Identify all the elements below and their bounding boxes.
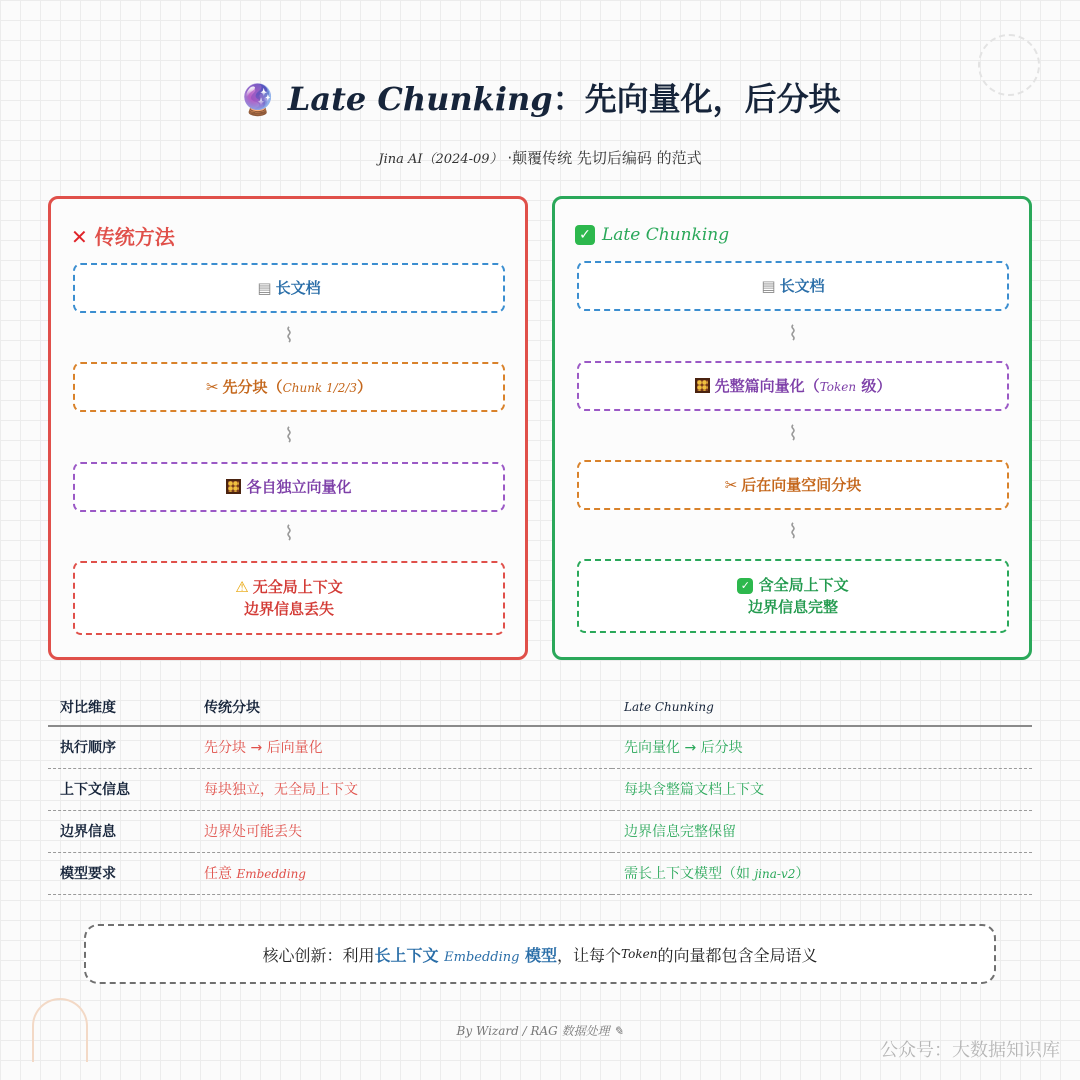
core-hl1: 长上下文 <box>374 945 445 965</box>
late-chunking-panel-title <box>575 221 729 245</box>
row-traditional: 边界处可能丢失 <box>192 810 612 852</box>
late-chunking-title-text: Late Chunking <box>601 225 730 245</box>
row-dimension: 上下文信息 <box>48 768 192 810</box>
core-hl2: 模型 <box>519 945 558 965</box>
watermark: 公众号：大数据知识库 <box>880 1040 1060 1061</box>
row-late: 每块含整篇文档上下文 <box>612 768 1032 810</box>
subtitle-text: ·颠覆传统 先切后编码 的范式 <box>507 149 702 167</box>
row-traditional-italic: Embedding <box>236 867 306 881</box>
step-result-loss <box>73 561 505 635</box>
result-line-1: 含全局上下文 <box>758 576 849 594</box>
check-mark-icon: ✓ <box>737 578 753 594</box>
scissors-icon: ✂ <box>724 476 738 494</box>
core-hl-italic: Embedding <box>444 949 520 965</box>
result-line-2: 边界信息完整 <box>747 598 838 616</box>
step-label-after: 级） <box>856 376 892 395</box>
step-label: 先分块（ <box>222 377 283 396</box>
subtitle-source: Jina AI（2024-09） <box>378 152 503 167</box>
scissors-icon: ✂ <box>205 377 219 396</box>
core-prefix: 核心创新：利用 <box>262 945 375 965</box>
squiggle-arrow-icon: ⌇ <box>788 321 798 345</box>
title-latin: Late Chunking <box>287 80 553 118</box>
row-dimension: 边界信息 <box>48 810 192 852</box>
traditional-panel-title <box>71 221 175 250</box>
document-icon: ▤ <box>257 279 272 297</box>
step-result-complete <box>577 559 1009 633</box>
row-traditional: 先分块 → 后向量化 <box>192 726 612 768</box>
warning-icon: ⚠ <box>235 578 249 596</box>
row-dimension: 模型要求 <box>48 852 192 894</box>
step-label: 长文档 <box>275 279 321 297</box>
abacus-icon <box>226 479 241 494</box>
header-dimension: 对比维度 <box>48 688 192 726</box>
squiggle-arrow-icon: ⌇ <box>284 323 294 347</box>
step-long-document <box>73 263 505 313</box>
squiggle-arrow-icon: ⌇ <box>788 519 798 543</box>
step-label-after: ） <box>357 377 373 396</box>
core-token: Token <box>621 947 658 961</box>
header-traditional: 传统分块 <box>192 688 612 726</box>
core-mid: ，让每个 <box>557 945 622 965</box>
table-header-row <box>48 688 1032 726</box>
subtitle <box>0 147 1080 168</box>
row-late-italic: jina-v2 <box>754 867 796 881</box>
check-mark-icon: ✓ <box>575 225 595 245</box>
abacus-icon <box>695 378 710 393</box>
step-label: 各自独立向量化 <box>246 478 352 496</box>
row-traditional-text: 任意 <box>204 866 237 882</box>
cross-mark-icon: ✕ <box>71 225 88 249</box>
step-embed-separately <box>73 462 505 512</box>
squiggle-arrow-icon: ⌇ <box>788 421 798 445</box>
late-chunking-panel <box>552 196 1032 660</box>
step-chunk-first <box>73 362 505 412</box>
crystal-ball-icon: 🔮 <box>239 83 277 118</box>
row-late-after: ） <box>795 866 810 882</box>
row-dimension: 执行顺序 <box>48 726 192 768</box>
header-late-chunking: Late Chunking <box>612 688 1032 726</box>
squiggle-arrow-icon: ⌇ <box>284 423 294 447</box>
row-late <box>612 852 1032 894</box>
step-italic: Chunk 1/2/3 <box>282 380 358 395</box>
step-embed-whole <box>577 361 1009 411</box>
row-late-text: 需长上下文模型（如 <box>624 866 755 882</box>
table-row <box>48 810 1032 852</box>
document-icon: ▤ <box>761 277 776 295</box>
page-title <box>0 74 1080 120</box>
traditional-title-text: 传统方法 <box>94 225 175 249</box>
row-late: 先向量化 → 后分块 <box>612 726 1032 768</box>
table-row <box>48 726 1032 768</box>
result-line-1: 无全局上下文 <box>252 578 343 596</box>
table-row <box>48 852 1032 894</box>
row-late: 边界信息完整保留 <box>612 810 1032 852</box>
core-innovation-box <box>84 924 996 984</box>
comparison-table <box>48 688 1032 895</box>
title-rest: ：先向量化，后分块 <box>552 80 841 118</box>
footer-credit: By Wizard / RAG 数据处理 ✎ <box>456 1024 624 1038</box>
squiggle-arrow-icon: ⌇ <box>284 521 294 545</box>
row-traditional: 每块独立，无全局上下文 <box>192 768 612 810</box>
traditional-panel <box>48 196 528 660</box>
step-label: 后在向量空间分块 <box>741 476 862 494</box>
step-label: 先整篇向量化（ <box>714 376 820 395</box>
row-traditional <box>192 852 612 894</box>
result-line-2: 边界信息丢失 <box>243 600 334 618</box>
core-suffix: 的向量都包含全局语义 <box>657 945 818 965</box>
table-row <box>48 768 1032 810</box>
step-chunk-after <box>577 460 1009 510</box>
core-highlight <box>375 943 557 966</box>
step-label: 长文档 <box>779 277 825 295</box>
step-italic: Token <box>819 379 857 394</box>
step-long-document <box>577 261 1009 311</box>
